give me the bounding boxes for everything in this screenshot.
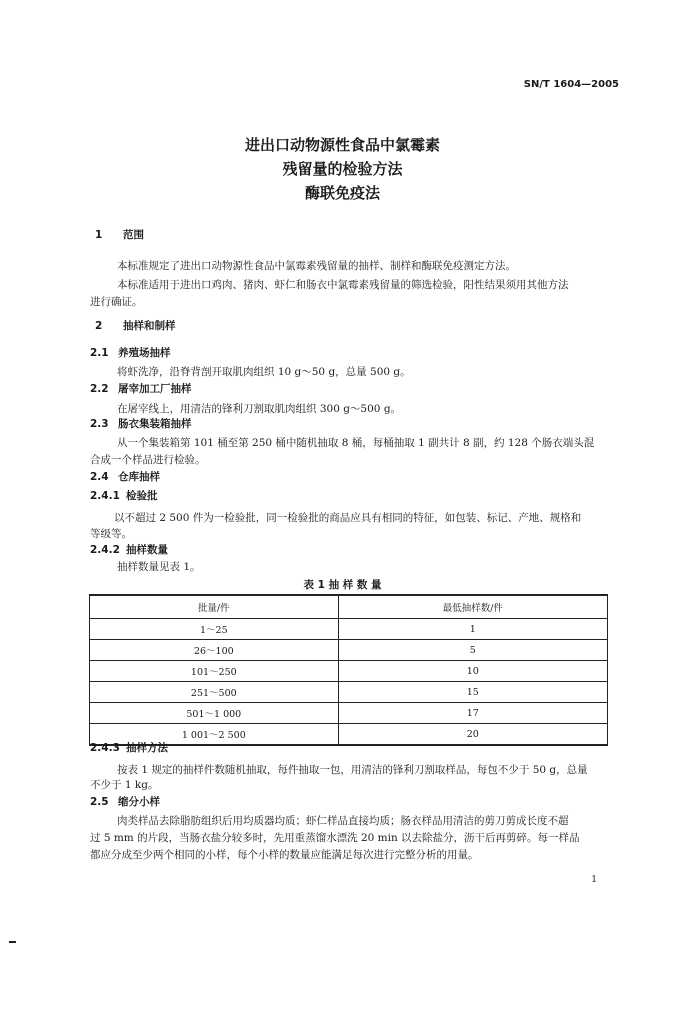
cell-batch: 501～1 000 xyxy=(90,703,339,724)
table-caption: 表 1 抽 样 数 量 xyxy=(303,579,382,591)
cell-min-samples: 1 xyxy=(338,619,607,640)
section-title: 养殖场抽样 xyxy=(118,347,171,359)
table-row xyxy=(90,661,608,682)
table-row xyxy=(90,682,608,703)
cell-batch: 26～100 xyxy=(90,640,339,661)
cell-batch: 251～500 xyxy=(90,682,339,703)
document-title-line1: 进出口动物源性食品中氯霉素 xyxy=(244,136,440,154)
paragraph-2-5a: 肉类样品去除脂肪组织后用均质器均质；虾仁样品直接均质；肠衣样品用清洁的剪刀剪成长度不超 xyxy=(117,815,569,827)
paragraph-scope-2a: 本标准适用于进出口鸡肉、猪肉、虾仁和肠衣中氯霉素残留量的筛选检验，阳性结果须用其他方法 xyxy=(117,279,569,291)
section-title: 肠衣集装箱抽样 xyxy=(118,418,192,430)
section-number: 2.3 xyxy=(90,418,109,430)
section-2-3-heading xyxy=(90,416,192,431)
section-2-heading xyxy=(95,318,176,333)
section-number: 1 xyxy=(95,229,103,241)
paragraph-2-4-1a: 以不超过 2 500 件为一检验批，同一检验批的商品应具有相同的特征，如包装、标记、产地、规格和 xyxy=(114,512,582,524)
paragraph-2-3a: 从一个集装箱第 101 桶至第 250 桶中随机抽取 8 桶，每桶抽取 1 副共计 8 副，约 128 个肠衣端头混 xyxy=(117,437,595,449)
paragraph-2-4-3b: 不少于 1 kg。 xyxy=(90,779,159,791)
table-row xyxy=(90,619,608,640)
margin-mark xyxy=(9,941,16,943)
section-number: 2.4 xyxy=(90,471,109,483)
paragraph-2-3b: 合成一个样品进行检验。 xyxy=(90,454,206,466)
section-number: 2.4.2 xyxy=(90,544,120,556)
section-2-4-1-heading xyxy=(90,488,158,503)
cell-batch: 1 001～2 500 xyxy=(90,724,339,746)
section-number: 2 xyxy=(95,320,103,332)
section-1-heading xyxy=(95,227,144,242)
page-number: 1 xyxy=(591,875,597,885)
section-title: 缩分小样 xyxy=(118,796,160,808)
paragraph-2-1: 将虾洗净，沿脊背剖开取肌肉组织 10 g～50 g，总量 500 g。 xyxy=(117,366,411,378)
section-title: 抽样方法 xyxy=(126,742,168,754)
cell-min-samples: 17 xyxy=(338,703,607,724)
paragraph-2-4-3a: 按表 1 规定的抽样件数随机抽取，每件抽取一包，用清洁的锋利刀割取样品，每包不少于 50 g，总量 xyxy=(117,764,588,776)
paragraph-2-5c: 都应分成至少两个相同的小样，每个小样的数量应能满足每次进行完整分析的用量。 xyxy=(90,849,479,861)
table-header-row xyxy=(90,595,608,619)
section-title: 抽样和制样 xyxy=(123,320,176,332)
paragraph-2-4-1b: 等级等。 xyxy=(90,528,132,540)
paragraph-2-5b: 过 5 mm 的片段，当肠衣盐分较多时，先用重蒸馏水漂洗 20 min 以去除盐分，沥干后再剪碎。每一样品 xyxy=(90,832,580,844)
section-title: 范围 xyxy=(123,229,144,241)
section-number: 2.4.1 xyxy=(90,490,120,502)
section-number: 2.5 xyxy=(90,796,109,808)
document-title-line3: 酶联免疫法 xyxy=(304,184,380,202)
cell-batch: 1～25 xyxy=(90,619,339,640)
section-title: 屠宰加工厂抽样 xyxy=(118,383,192,395)
cell-min-samples: 10 xyxy=(338,661,607,682)
paragraph-2-2: 在屠宰线上，用清洁的锋利刀割取肌肉组织 300 g～500 g。 xyxy=(117,403,402,415)
table-row xyxy=(90,640,608,661)
cell-min-samples: 5 xyxy=(338,640,607,661)
section-2-4-3-heading xyxy=(90,740,168,755)
section-2-1-heading xyxy=(90,345,171,360)
paragraph-scope-1: 本标准规定了进出口动物源性食品中氯霉素残留量的抽样、制样和酶联免疫测定方法。 xyxy=(117,260,516,272)
cell-min-samples: 20 xyxy=(338,724,607,746)
section-number: 2.2 xyxy=(90,383,109,395)
section-title: 检验批 xyxy=(126,490,158,502)
section-number: 2.4.3 xyxy=(90,742,120,754)
document-title-line2: 残留量的检验方法 xyxy=(282,160,403,178)
sampling-table xyxy=(89,594,608,746)
cell-batch: 101～250 xyxy=(90,661,339,682)
section-title: 抽样数量 xyxy=(126,544,168,556)
section-2-2-heading xyxy=(90,381,192,396)
section-number: 2.1 xyxy=(90,347,109,359)
table-row xyxy=(90,703,608,724)
section-2-5-heading xyxy=(90,794,160,809)
paragraph-scope-2b: 进行确证。 xyxy=(90,296,143,308)
cell-min-samples: 15 xyxy=(338,682,607,703)
paragraph-2-4-2: 抽样数量见表 1。 xyxy=(117,561,201,573)
column-header-batch: 批量/件 xyxy=(90,595,339,619)
section-2-4-heading xyxy=(90,469,160,484)
column-header-min-samples: 最低抽样数/件 xyxy=(338,595,607,619)
section-2-4-2-heading xyxy=(90,542,168,557)
section-title: 仓库抽样 xyxy=(118,471,160,483)
standard-number: SN/T 1604—2005 xyxy=(523,79,619,90)
